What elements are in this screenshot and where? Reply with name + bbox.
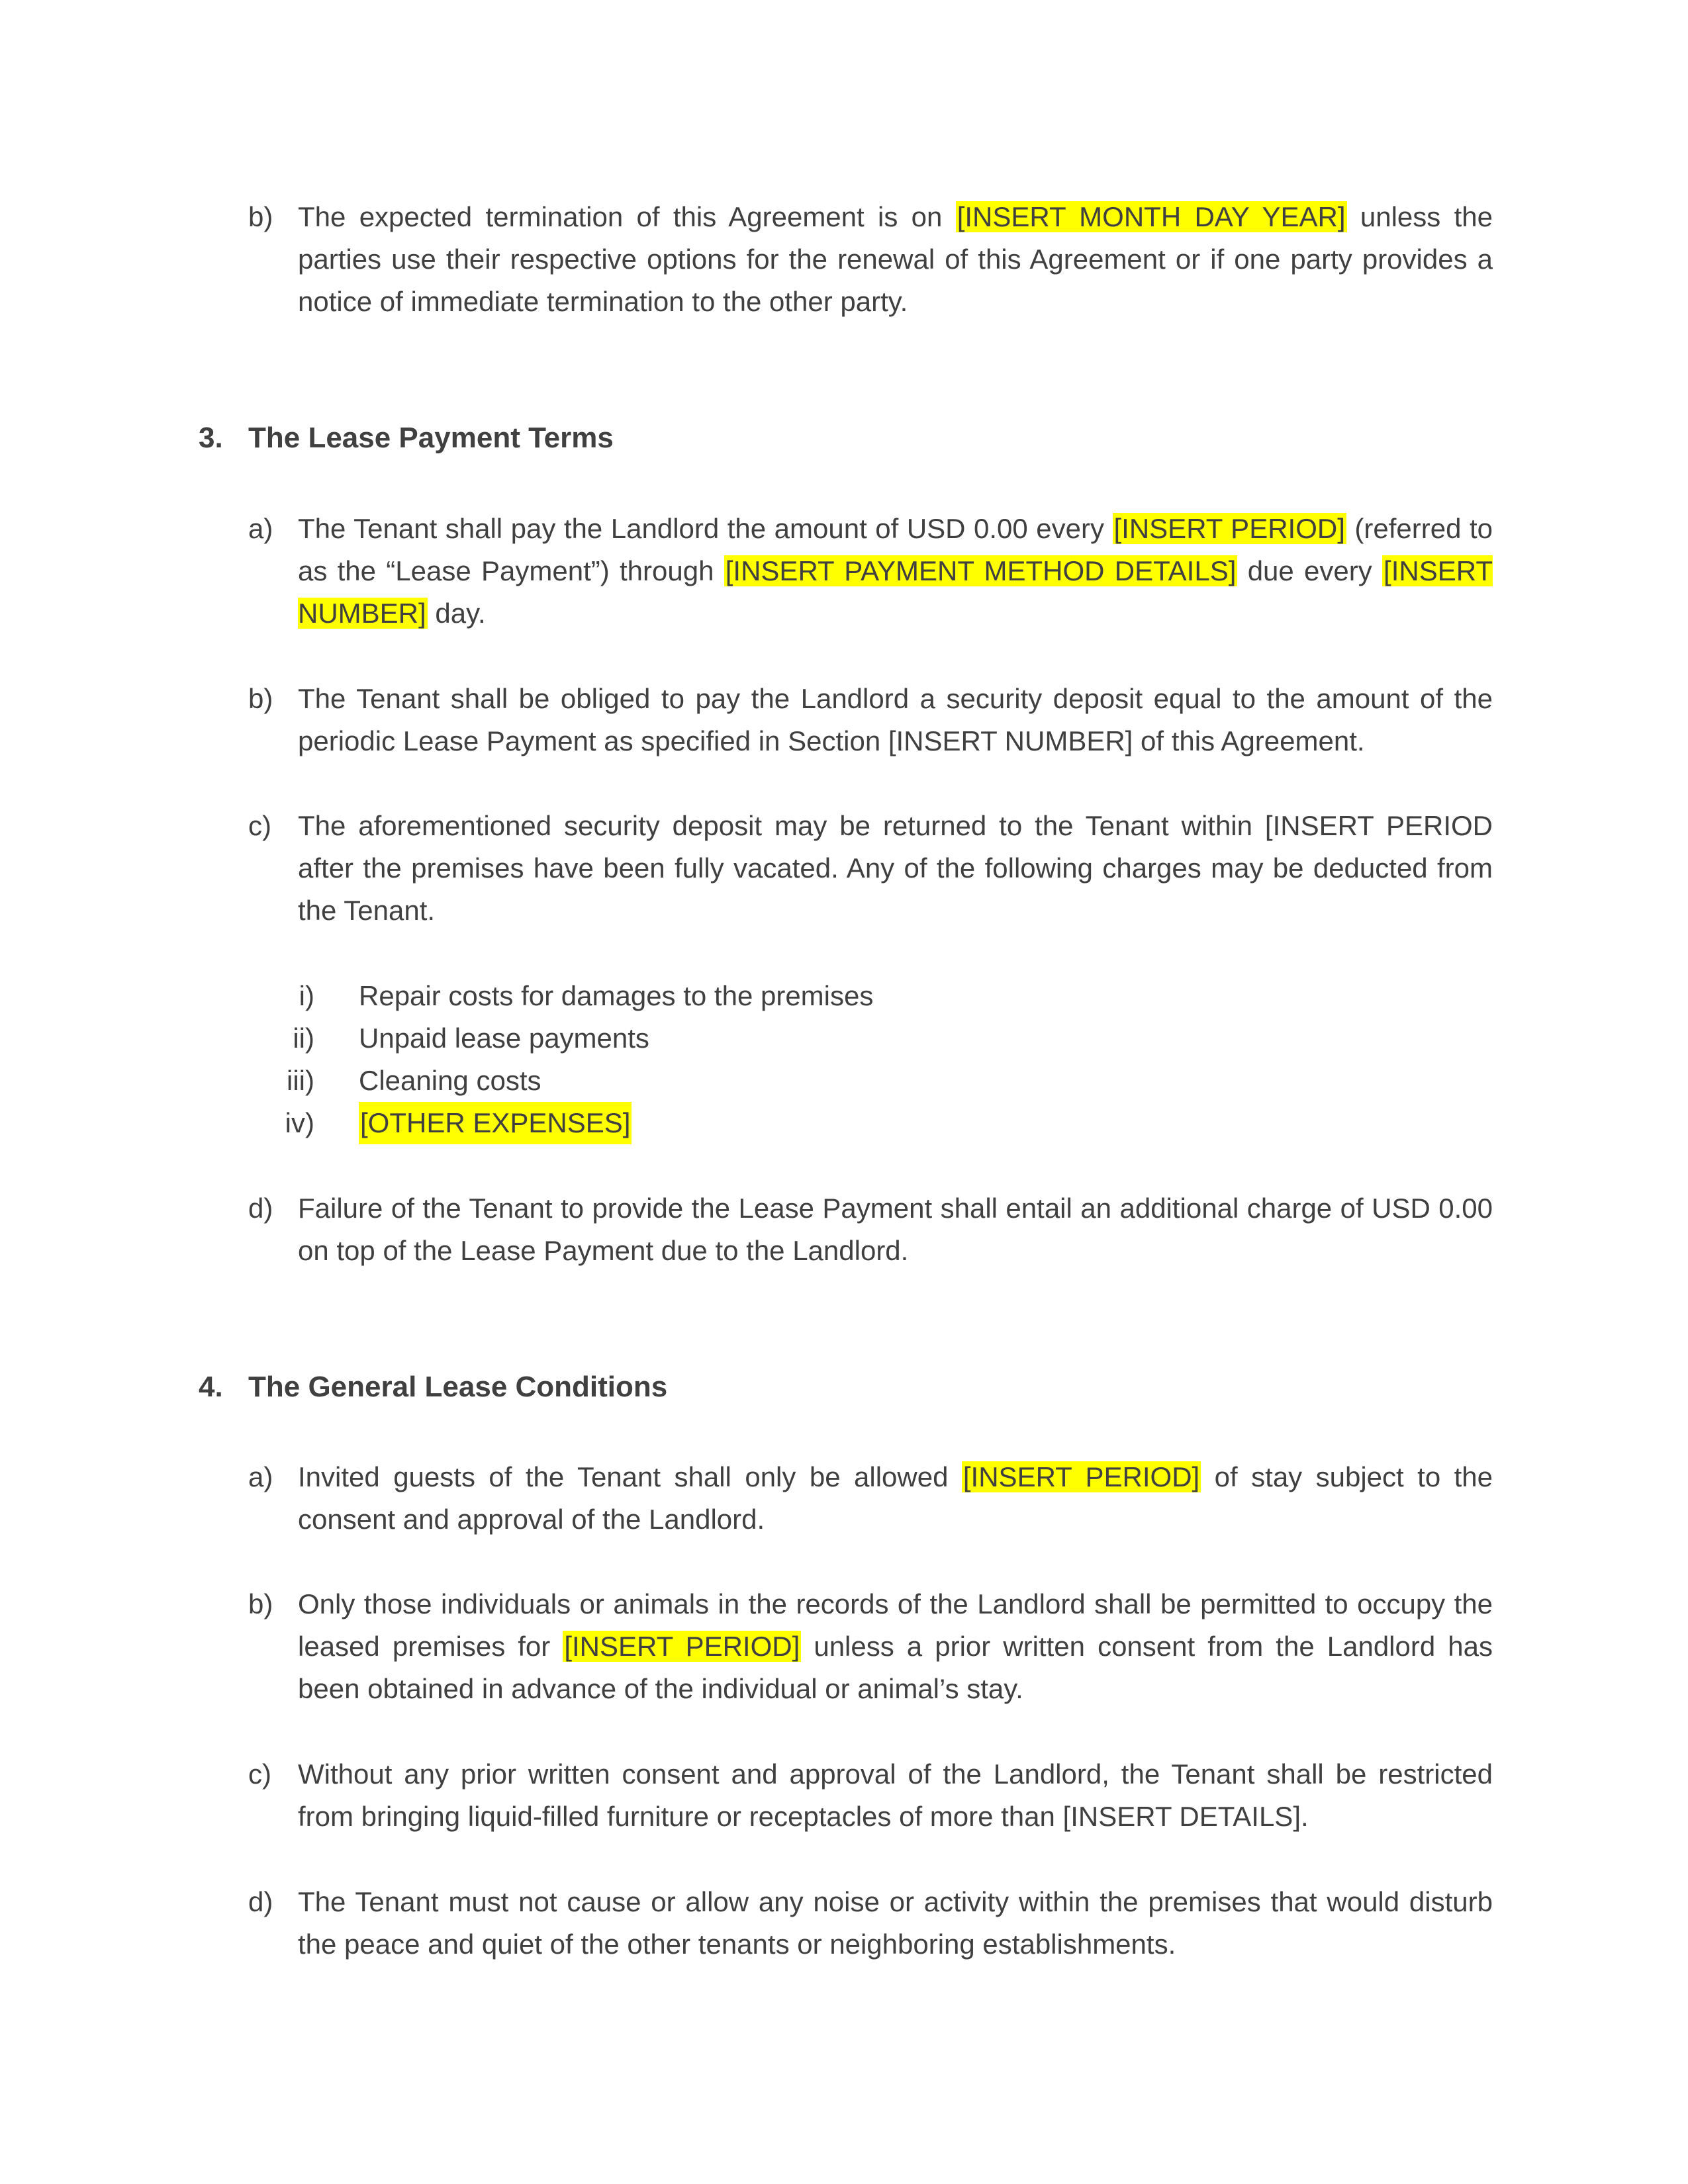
placeholder-highlight: [INSERT PERIOD] [564, 1631, 800, 1662]
item-label: b) [248, 201, 273, 232]
placeholder-highlight: [INSERT PAYMENT METHOD DETAILS] [725, 555, 1237, 586]
section-heading-4: 4. The General Lease Conditions [199, 1371, 668, 1403]
furniture-clause: c) Without any prior written consent and approval of the Landlord, the Tenant shall be restricted from bringing liquid-filled furniture or receptacles of more than [INSERT DETAILS]. [248, 1758, 1493, 1832]
placeholder-highlight: [INSERT PERIOD] [962, 1461, 1200, 1492]
deposit-return-clause: c) The aforementioned security deposit may be returned to the Tenant within [INSERT PERIOD after the premises have been fully vacated. Any of the following charges may be deducted from the Tenant. [248, 810, 1493, 926]
security-deposit-clause: b) The Tenant shall be obliged to pay the Landlord a security deposit equal to the amount of the periodic Lease Payment as specified in Section [INSERT NUMBER] of this Agreement. [248, 683, 1493, 756]
late-payment-clause: d) Failure of the Tenant to provide the Lease Payment shall entail an additional charge of USD 0.00 on top of the Lease Payment due to the Landlord. [248, 1193, 1493, 1266]
placeholder-highlight: [INSERT MONTH DAY YEAR] [957, 201, 1346, 232]
termination-clause [248, 196, 1493, 323]
placeholder-highlight: [OTHER EXPENSES] [359, 1102, 632, 1144]
guests-clause: a) Invited guests of the Tenant shall only be allowed [INSERT PERIOD] of stay subject to the consent and approval of the Landlord. [248, 1461, 1493, 1535]
item-body: The expected termination of this Agreement is on [INSERT MONTH DAY YEAR] unless the parties use their respective options for the renewal of this Agreement or if one party provides a notice of immediate termination to the other party. [298, 201, 1493, 317]
placeholder-highlight: [INSERT PERIOD] [1113, 513, 1345, 544]
document-page: b) The expected termination of this Agreement is on [INSERT MONTH DAY YEAR] unless the parties use their respective options for the renewal of this Agreement or if one party provides a notice of immediate termination to the other party. 3. The Lease Payment Terms a) The Tenant shall pay the Landlord the amount of USD 0.00 every [INSERT PERIOD] (referred to as the “Lease Payment”) through [INSERT PAYMENT METHOD DETAILS] due every [INSERT NUMBER] day. b) The Tenant shall be obliged to pay the Landlord a security deposit equal to the amount of the periodic Lease Payment as specified in Section [INSERT NUMBER] of this Agreement. c) The aforementioned security deposit may be returned to the Tenant within [INSERT PERIOD after the premises have been fully vacated. Any of the following charges may be deducted from the Tenant. i) Repair costs for damages to the premises ii) Unpaid lease payments iii) Cleaning costs iv) [OTHER EXPENSES] d) Failure of the Tenant to provide the Lease Payment shall entail an additional charge of USD 0.00 on top of the Lease Payment due to the Landlord. 4. The General Lease Conditions a) Invited guests of the Tenant shall only be allowed [INSERT PERIOD] of stay subject to the consent and approval of the Landlord. b) Only those individuals or animals in the records of the Landlord shall be permitted to occupy the leased premises for [INSERT PERIOD] unless a prior written consent from the Landlord has been obtained in advance of the individual or animal’s stay. c) Without any prior written consent and approval of the Landlord, the Tenant shall be restricted from bringing liquid-filled furniture or receptacles of more than [INSERT DETAILS]. d) The Tenant must not cause or allow any noise or activity within the premises that would disturb the peace and quiet of the other tenants or neighboring establishments. [0, 0, 1688, 2184]
noise-clause: d) The Tenant must not cause or allow any noise or activity within the premises that would disturb the peace and quiet of the other tenants or neighboring establishments. [248, 1886, 1493, 1960]
section-heading-3: 3. The Lease Payment Terms [199, 422, 614, 454]
lease-payment-clause: a) The Tenant shall pay the Landlord the amount of USD 0.00 every [INSERT PERIOD] (referred to as the “Lease Payment”) through [INSERT PAYMENT METHOD DETAILS] due every [INSERT NUMBER] day. [248, 513, 1493, 629]
occupancy-clause: b) Only those individuals or animals in the records of the Landlord shall be permitted to occupy the leased premises for [INSERT PERIOD] unless a prior written consent from the Landlord has been obtained in advance of the individual or animal’s stay. [248, 1588, 1493, 1704]
placeholder-highlight: [INSERT NUMBER] [298, 555, 1493, 629]
